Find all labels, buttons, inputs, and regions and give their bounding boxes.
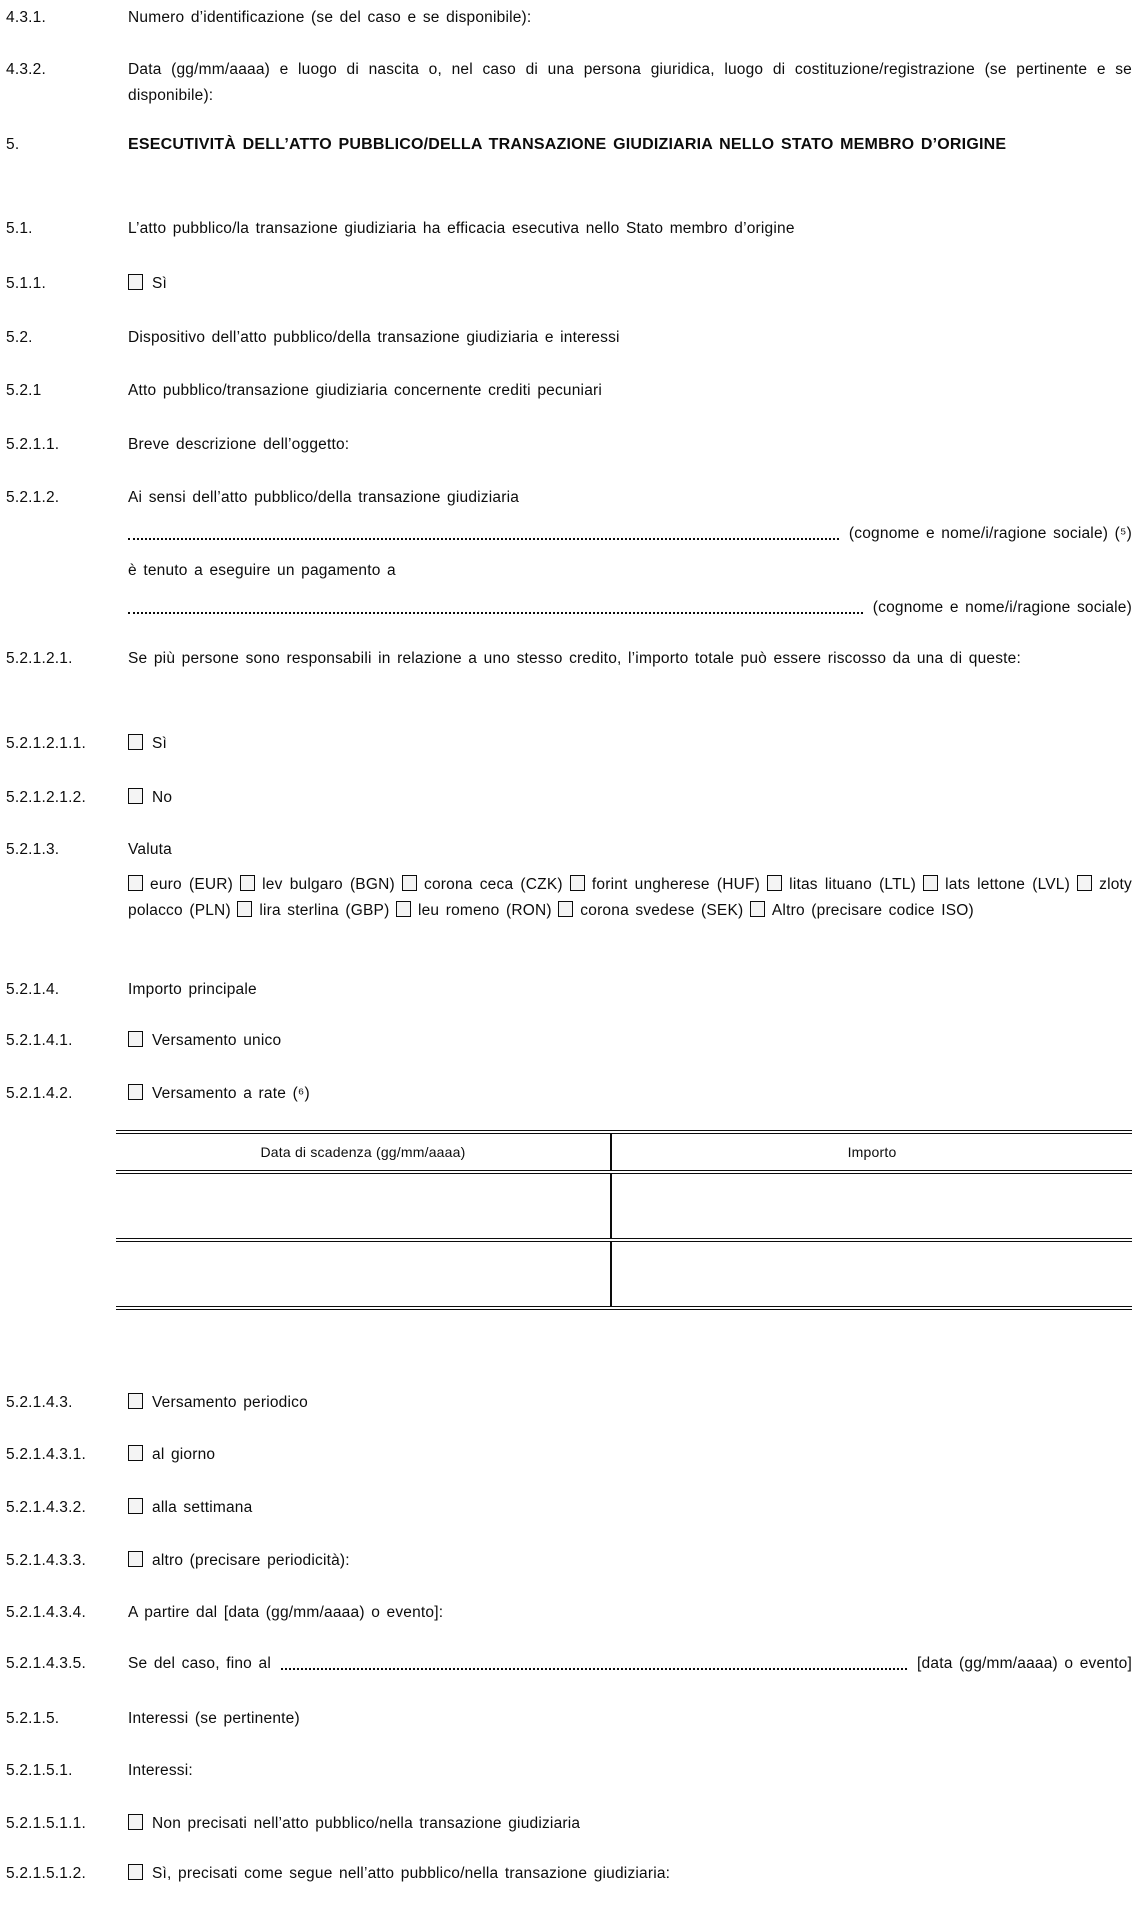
- col-header-due-date: Data di scadenza (gg/mm/aaaa): [116, 1132, 611, 1172]
- checkbox[interactable]: [750, 901, 765, 917]
- item-number: 5.2.1.2.: [6, 489, 60, 506]
- currency-label: forint ungherese (HUF): [591, 876, 761, 893]
- currency-option-sek[interactable]: [558, 902, 743, 919]
- checkbox[interactable]: [1077, 875, 1092, 891]
- item-number: 5.2.1.4.3.1.: [6, 1446, 86, 1463]
- item-4-3-1: [6, 5, 1132, 31]
- item-number: 5.2.1.2.1.1.: [6, 735, 86, 752]
- item-number: 5.2.1.5.1.1.: [6, 1815, 86, 1832]
- checkbox-label: alla settimana: [152, 1499, 253, 1516]
- item-number: 5.2.1.3.: [6, 841, 60, 858]
- dotted-input-line[interactable]: [128, 612, 863, 614]
- item-5-2-1-2: [6, 485, 1132, 511]
- item-number: 5.2.1.4.3.5.: [6, 1655, 86, 1672]
- item-5-2-1-3: [6, 837, 1132, 863]
- checkbox[interactable]: [128, 1814, 143, 1830]
- currency-option-lvl[interactable]: [923, 876, 1070, 893]
- item-text: Atto pubblico/transazione giudiziaria concernente crediti pecuniari: [128, 382, 603, 399]
- currency-options-paragraph: [128, 872, 1132, 924]
- item-5-1: [6, 216, 1132, 242]
- item-5-2-1-4-3: [6, 1390, 1132, 1416]
- col-header-amount: Importo: [611, 1132, 1132, 1172]
- item-number: 5.2.1.4.: [6, 981, 60, 998]
- checkbox[interactable]: [570, 875, 585, 891]
- item-number: 5.2.1.4.3.4.: [6, 1604, 86, 1621]
- line-label: [data (gg/mm/aaaa) o evento]: [917, 1655, 1132, 1672]
- item-number: 5.1.: [6, 220, 33, 237]
- payment-sentence: [128, 558, 1132, 584]
- line-label: (cognome e nome/i/ragione sociale) (⁵): [848, 525, 1132, 542]
- currency-label: leu romeno (RON): [417, 902, 552, 919]
- item-5-2: [6, 325, 1132, 351]
- item-text: Numero d’identificazione (se del caso e se disponibile):: [128, 9, 532, 26]
- checkbox[interactable]: [128, 1445, 143, 1461]
- checkbox[interactable]: [923, 875, 938, 891]
- checkbox-label: No: [152, 789, 173, 806]
- dotted-input-line[interactable]: [128, 538, 839, 540]
- item-5-2-1-4-1: [6, 1028, 1132, 1054]
- checkbox[interactable]: [128, 734, 143, 750]
- item-text: Ai sensi dell’atto pubblico/della transazione giudiziaria: [128, 489, 520, 506]
- item-5-2-1-4-2: [6, 1081, 1132, 1107]
- item-text: Data (gg/mm/aaaa) e luogo di nascita o, nel caso di una persona giuridica, luogo di costituzione/registrazione (se pertinente e se disponibile):: [128, 61, 1132, 104]
- fill-in-name-line-2: [128, 595, 1132, 621]
- item-5-2-1: [6, 378, 1132, 404]
- currency-option-other[interactable]: [750, 902, 974, 919]
- item-text: Dispositivo dell’atto pubblico/della transazione giudiziaria e interessi: [128, 329, 620, 346]
- item-5-heading: [6, 132, 1132, 158]
- item-5-2-1-4-3-4: [6, 1600, 1132, 1626]
- item-text: Interessi (se pertinente): [128, 1710, 300, 1727]
- checkbox-label: Sì: [152, 275, 168, 292]
- currency-label: litas lituano (LTL): [789, 876, 916, 893]
- currency-label: lira sterlina (GBP): [259, 902, 390, 919]
- item-5-2-1-5-1-1: [6, 1811, 1132, 1837]
- amount-cell[interactable]: [611, 1240, 1132, 1308]
- item-number: 5.: [6, 136, 20, 153]
- checkbox-label: Sì, precisati come segue nell’atto pubblico/nella transazione giudiziaria:: [152, 1865, 671, 1882]
- item-5-2-1-4-3-3: [6, 1548, 1132, 1574]
- item-5-2-1-4-3-1: [6, 1442, 1132, 1468]
- item-5-1-1: [6, 271, 1132, 297]
- checkbox[interactable]: [396, 901, 411, 917]
- item-number: 4.3.2.: [6, 61, 46, 78]
- installments-table: [116, 1130, 1132, 1310]
- item-number: 5.2.1.5.1.: [6, 1762, 73, 1779]
- currency-option-ltl[interactable]: [767, 876, 916, 893]
- item-5-2-1-4-3-5: [6, 1651, 1132, 1677]
- table-row: [116, 1240, 1132, 1308]
- currency-label: corona ceca (CZK): [424, 876, 563, 893]
- checkbox-label: Sì: [152, 735, 168, 752]
- item-text: A partire dal [data (gg/mm/aaaa) o evento]:: [128, 1604, 444, 1621]
- item-4-3-2: [6, 57, 1132, 109]
- currency-label: corona svedese (SEK): [580, 902, 744, 919]
- item-number: 5.1.1.: [6, 275, 46, 292]
- checkbox[interactable]: [128, 1498, 143, 1514]
- currency-label: zloty polacco (PLN): [128, 876, 1132, 919]
- currency-option-gbp[interactable]: [237, 902, 389, 919]
- item-5-2-1-5-1: [6, 1758, 1132, 1784]
- item-5-2-1-5: [6, 1706, 1132, 1732]
- checkbox-label: al giorno: [152, 1446, 216, 1463]
- checkbox[interactable]: [128, 274, 143, 290]
- item-number: 5.2.1: [6, 382, 42, 399]
- item-number: 5.2.: [6, 329, 33, 346]
- currency-option-ron[interactable]: [396, 902, 552, 919]
- due-date-cell[interactable]: [116, 1172, 611, 1240]
- currency-option-eur[interactable]: [128, 876, 233, 893]
- due-date-cell[interactable]: [116, 1240, 611, 1308]
- checkbox[interactable]: [128, 1084, 143, 1100]
- checkbox-label: altro (precisare periodicità):: [152, 1552, 350, 1569]
- item-5-2-1-2-1-1: [6, 731, 1132, 757]
- item-5-2-1-4-3-2: [6, 1495, 1132, 1521]
- currency-option-czk[interactable]: [402, 876, 563, 893]
- item-number: 5.2.1.5.: [6, 1710, 60, 1727]
- item-5-2-1-2-1: [6, 646, 1132, 672]
- checkbox[interactable]: [128, 1031, 143, 1047]
- item-text: Importo principale: [128, 981, 257, 998]
- dotted-input-line[interactable]: [281, 1668, 907, 1670]
- currency-option-bgn[interactable]: [240, 876, 395, 893]
- item-text: Se più persone sono responsabili in relazione a uno stesso credito, l’importo totale può essere riscosso da una di queste:: [128, 650, 1022, 667]
- item-5-2-1-2-1-2: [6, 785, 1132, 811]
- fill-in-name-line-1: [128, 521, 1132, 547]
- section-heading: ESECUTIVITÀ DELL’ATTO PUBBLICO/DELLA TRANSAZIONE GIUDIZIARIA NELLO STATO MEMBRO D’ORIGINE: [128, 136, 1007, 153]
- item-5-2-1-5-1-2: [6, 1861, 1132, 1887]
- line-label: (cognome e nome/i/ragione sociale): [872, 599, 1132, 616]
- checkbox[interactable]: [237, 901, 252, 917]
- item-5-2-1-1: [6, 432, 1132, 458]
- item-number: 5.2.1.4.3.: [6, 1394, 73, 1411]
- item-number: 5.2.1.1.: [6, 436, 60, 453]
- currency-label: euro (EUR): [150, 876, 234, 893]
- checkbox[interactable]: [402, 875, 417, 891]
- checkbox[interactable]: [128, 788, 143, 804]
- table-row: [116, 1172, 1132, 1240]
- item-number: 5.2.1.4.3.2.: [6, 1499, 86, 1516]
- table-header-row: [116, 1132, 1132, 1172]
- currency-label: Altro (precisare codice ISO): [771, 902, 974, 919]
- checkbox[interactable]: [558, 901, 573, 917]
- checkbox[interactable]: [128, 1864, 143, 1880]
- amount-cell[interactable]: [611, 1172, 1132, 1240]
- item-text: è tenuto a eseguire un pagamento a: [128, 562, 396, 579]
- checkbox[interactable]: [128, 875, 143, 891]
- item-number: 5.2.1.2.1.: [6, 650, 73, 667]
- item-number: 4.3.1.: [6, 9, 46, 26]
- item-text: Interessi:: [128, 1762, 193, 1779]
- checkbox[interactable]: [128, 1551, 143, 1567]
- checkbox-label: Versamento a rate (⁶): [152, 1085, 310, 1102]
- item-text: Breve descrizione dell’oggetto:: [128, 436, 350, 453]
- item-text: L’atto pubblico/la transazione giudiziaria ha efficacia esecutiva nello Stato membro d’origine: [128, 220, 795, 237]
- checkbox[interactable]: [128, 1393, 143, 1409]
- item-number: 5.2.1.4.1.: [6, 1032, 73, 1049]
- checkbox-label: Versamento periodico: [152, 1394, 308, 1411]
- item-text: Valuta: [128, 841, 172, 858]
- item-number: 5.2.1.2.1.2.: [6, 789, 86, 806]
- item-number: 5.2.1.4.2.: [6, 1085, 73, 1102]
- checkbox[interactable]: [767, 875, 782, 891]
- item-5-2-1-4: [6, 977, 1132, 1003]
- item-number: 5.2.1.4.3.3.: [6, 1552, 86, 1569]
- checkbox-label: Versamento unico: [152, 1032, 282, 1049]
- item-text: Se del caso, fino al: [128, 1655, 271, 1672]
- currency-label: lats lettone (LVL): [945, 876, 1070, 893]
- checkbox-label: Non precisati nell’atto pubblico/nella transazione giudiziaria: [152, 1815, 581, 1832]
- item-number: 5.2.1.5.1.2.: [6, 1865, 86, 1882]
- currency-label: lev bulgaro (BGN): [262, 876, 395, 893]
- currency-option-huf[interactable]: [570, 876, 760, 893]
- checkbox[interactable]: [240, 875, 255, 891]
